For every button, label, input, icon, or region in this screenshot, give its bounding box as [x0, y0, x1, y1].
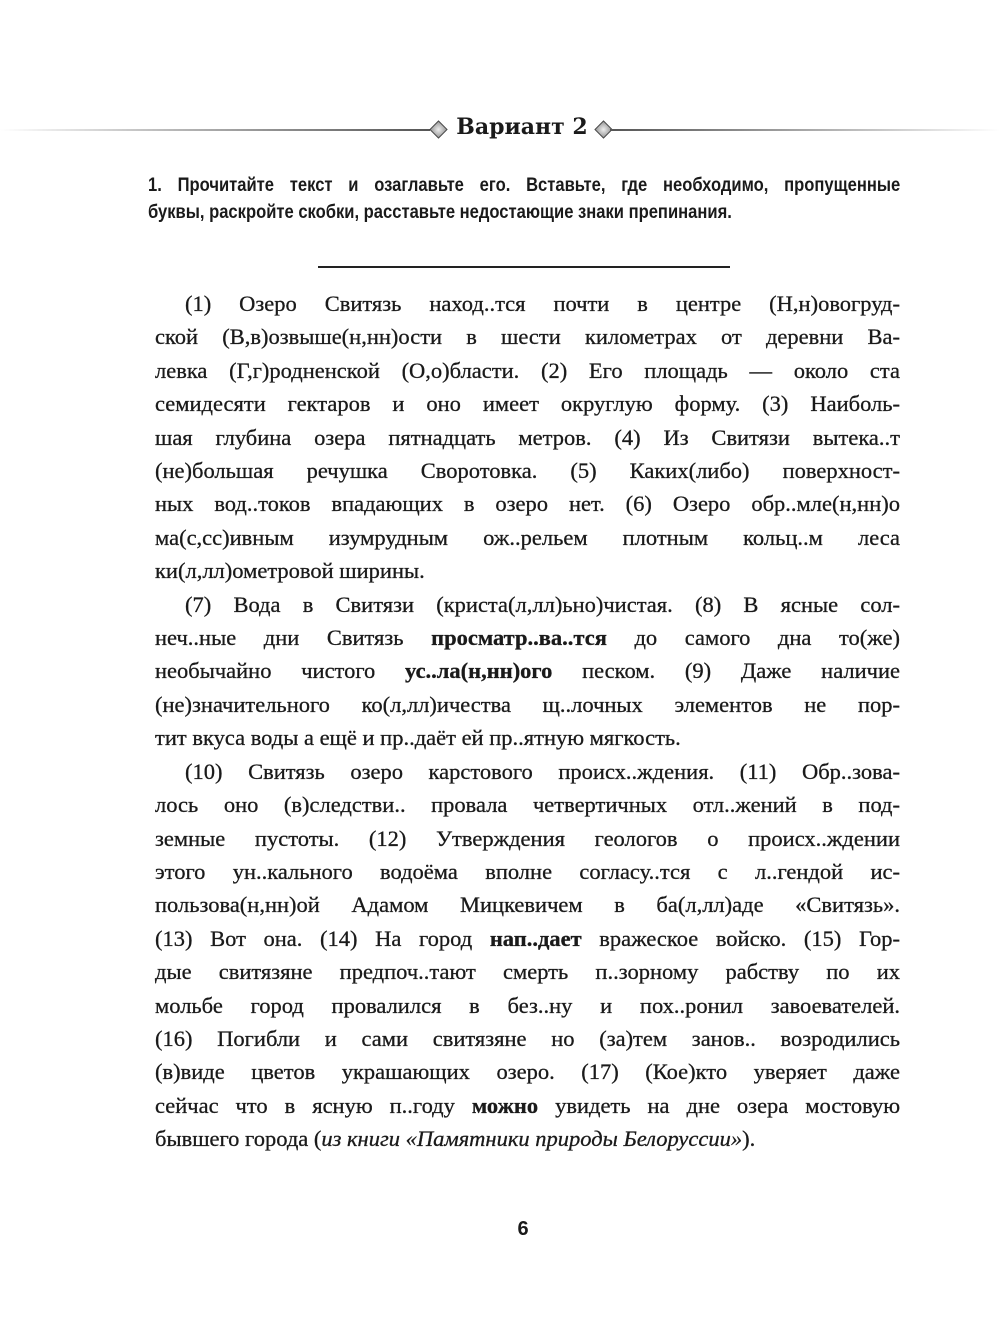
text-segment: пользова(н,нн)ой Адамом Мицкевичем в ба(л,лл)аде «Свитязь».	[155, 892, 900, 918]
text-segment: увидеть на дне озера мостовую	[538, 1092, 901, 1118]
text-segment: необычайно чистого	[155, 658, 406, 684]
text-segment: ма(с,сс)ивным изумрудным ож..рельем плотным кольц..м леса	[155, 524, 900, 550]
text-line	[155, 1022, 900, 1055]
text-line	[155, 955, 900, 988]
task-line: буквы, раскройте скобки, расставьте недостающие знаки препинания.	[148, 201, 732, 223]
text-line	[155, 989, 900, 1022]
text-line	[155, 320, 900, 353]
text-line	[155, 1055, 900, 1088]
source-citation: из книги «Памятники природы Белоруссии»	[321, 1126, 743, 1152]
text-segment: (1) Озеро Свитязь наход..тся почти в центре (Н,н)овогруд-	[185, 291, 900, 316]
text-line	[155, 354, 900, 387]
text-line	[155, 788, 900, 821]
text-segment: вражеское войско. (15) Гор-	[581, 925, 900, 951]
bold-word: нап..дает	[489, 925, 582, 951]
text-segment: (не)значительного ко(л,лл)ичества щ..лочных элементов не пор-	[155, 691, 900, 717]
text-segment: лось оно (в)следстви.. провала четвертичных отл..жений в под-	[155, 792, 900, 818]
text-segment: дые свитязяне предпоч..тают смерть п..зорному рабству по их	[155, 959, 900, 985]
diamond-ornament-icon	[429, 120, 447, 138]
exercise-text	[155, 287, 900, 1156]
text-segment: (7) Вода в Свитязи (криста(л,лл)ьно)чистая. (8) В ясные сол-	[185, 591, 900, 617]
header-rule-left	[0, 129, 430, 131]
text-segment: (16) Погибли и сами свитязяне но (за)тем занов.. возродились	[155, 1025, 900, 1051]
bold-word: просматр..ва..тся	[431, 625, 607, 651]
text-segment: ки(л,лл)ометровой ширины.	[155, 558, 425, 584]
text-line	[155, 855, 900, 888]
header-rule-right	[610, 129, 1000, 131]
text-segment: левка (Г,г)родненской (О,о)бласти. (2) Его площадь — около ста	[155, 357, 900, 383]
text-line	[155, 922, 900, 955]
text-segment: (в)виде цветов украшающих озеро. (17) (Кое)кто уверяет даже	[155, 1059, 900, 1085]
text-segment: шая глубина озера пятнадцать метров. (4) Из Свитязи вытека..т	[155, 424, 900, 450]
text-line	[155, 387, 900, 420]
page-number: 6	[517, 1218, 529, 1240]
text-segment: этого ун..кального водоёма вполне согласу..тся с л..гендой ис-	[155, 858, 900, 884]
task-instruction	[148, 172, 900, 226]
variant-title: Вариант 2	[456, 114, 588, 140]
text-segment: (13) Вот она. (14) На город	[155, 925, 490, 951]
text-line	[155, 654, 900, 687]
text-segment: ных вод..токов впадающих в озеро нет. (6) Озеро обр..мле(н,нн)о	[155, 491, 900, 517]
bold-word: ус..ла(н,нн)ого	[405, 658, 553, 684]
text-line	[155, 521, 900, 554]
title-blank-line	[318, 266, 730, 268]
text-line	[155, 888, 900, 921]
text-segment: песком. (9) Даже наличие	[552, 658, 900, 684]
text-segment: бывшего города (	[155, 1126, 322, 1152]
text-segment: семидесяти гектаров и оно имеет округлую форму. (3) Наиболь-	[155, 391, 900, 417]
text-line	[155, 1122, 900, 1155]
text-line	[155, 421, 900, 454]
text-segment: мольбе город провалился в без..ну и пох..ронил завоевателей.	[155, 992, 900, 1018]
text-line	[155, 755, 900, 788]
text-segment: (10) Свитязь озеро карстового происх..ждения. (11) Обр..зова-	[185, 758, 900, 784]
text-segment: ской (В,в)озвыше(н,нн)ости в шести километрах от деревни Ва-	[155, 324, 900, 350]
text-line	[155, 721, 900, 754]
text-segment: тит вкуса воды а ещё и пр..даёт ей пр..ятную мягкость.	[155, 725, 681, 751]
text-line	[155, 1089, 900, 1122]
text-line	[155, 554, 900, 587]
text-line	[155, 688, 900, 721]
text-line	[155, 487, 900, 520]
text-line	[155, 454, 900, 487]
text-segment: земные пустоты. (12) Утверждения геологов о происх..ждении	[155, 825, 900, 851]
text-segment: до самого дна то(же)	[606, 625, 900, 651]
text-line	[155, 822, 900, 855]
text-line	[155, 287, 900, 320]
text-line	[155, 588, 900, 621]
text-line	[155, 621, 900, 654]
text-segment: сейчас что в ясную п..году	[155, 1092, 472, 1118]
text-segment: (не)большая речушка Своротовка. (5) Каких(либо) поверхност-	[155, 458, 900, 484]
text-segment: неч..ные дни Свитязь	[155, 625, 432, 651]
bold-word: можно	[471, 1092, 539, 1118]
text-segment: ).	[742, 1126, 756, 1152]
task-line: 1. Прочитайте текст и озаглавьте его. Вставьте, где необходимо, пропущенные	[148, 174, 901, 196]
